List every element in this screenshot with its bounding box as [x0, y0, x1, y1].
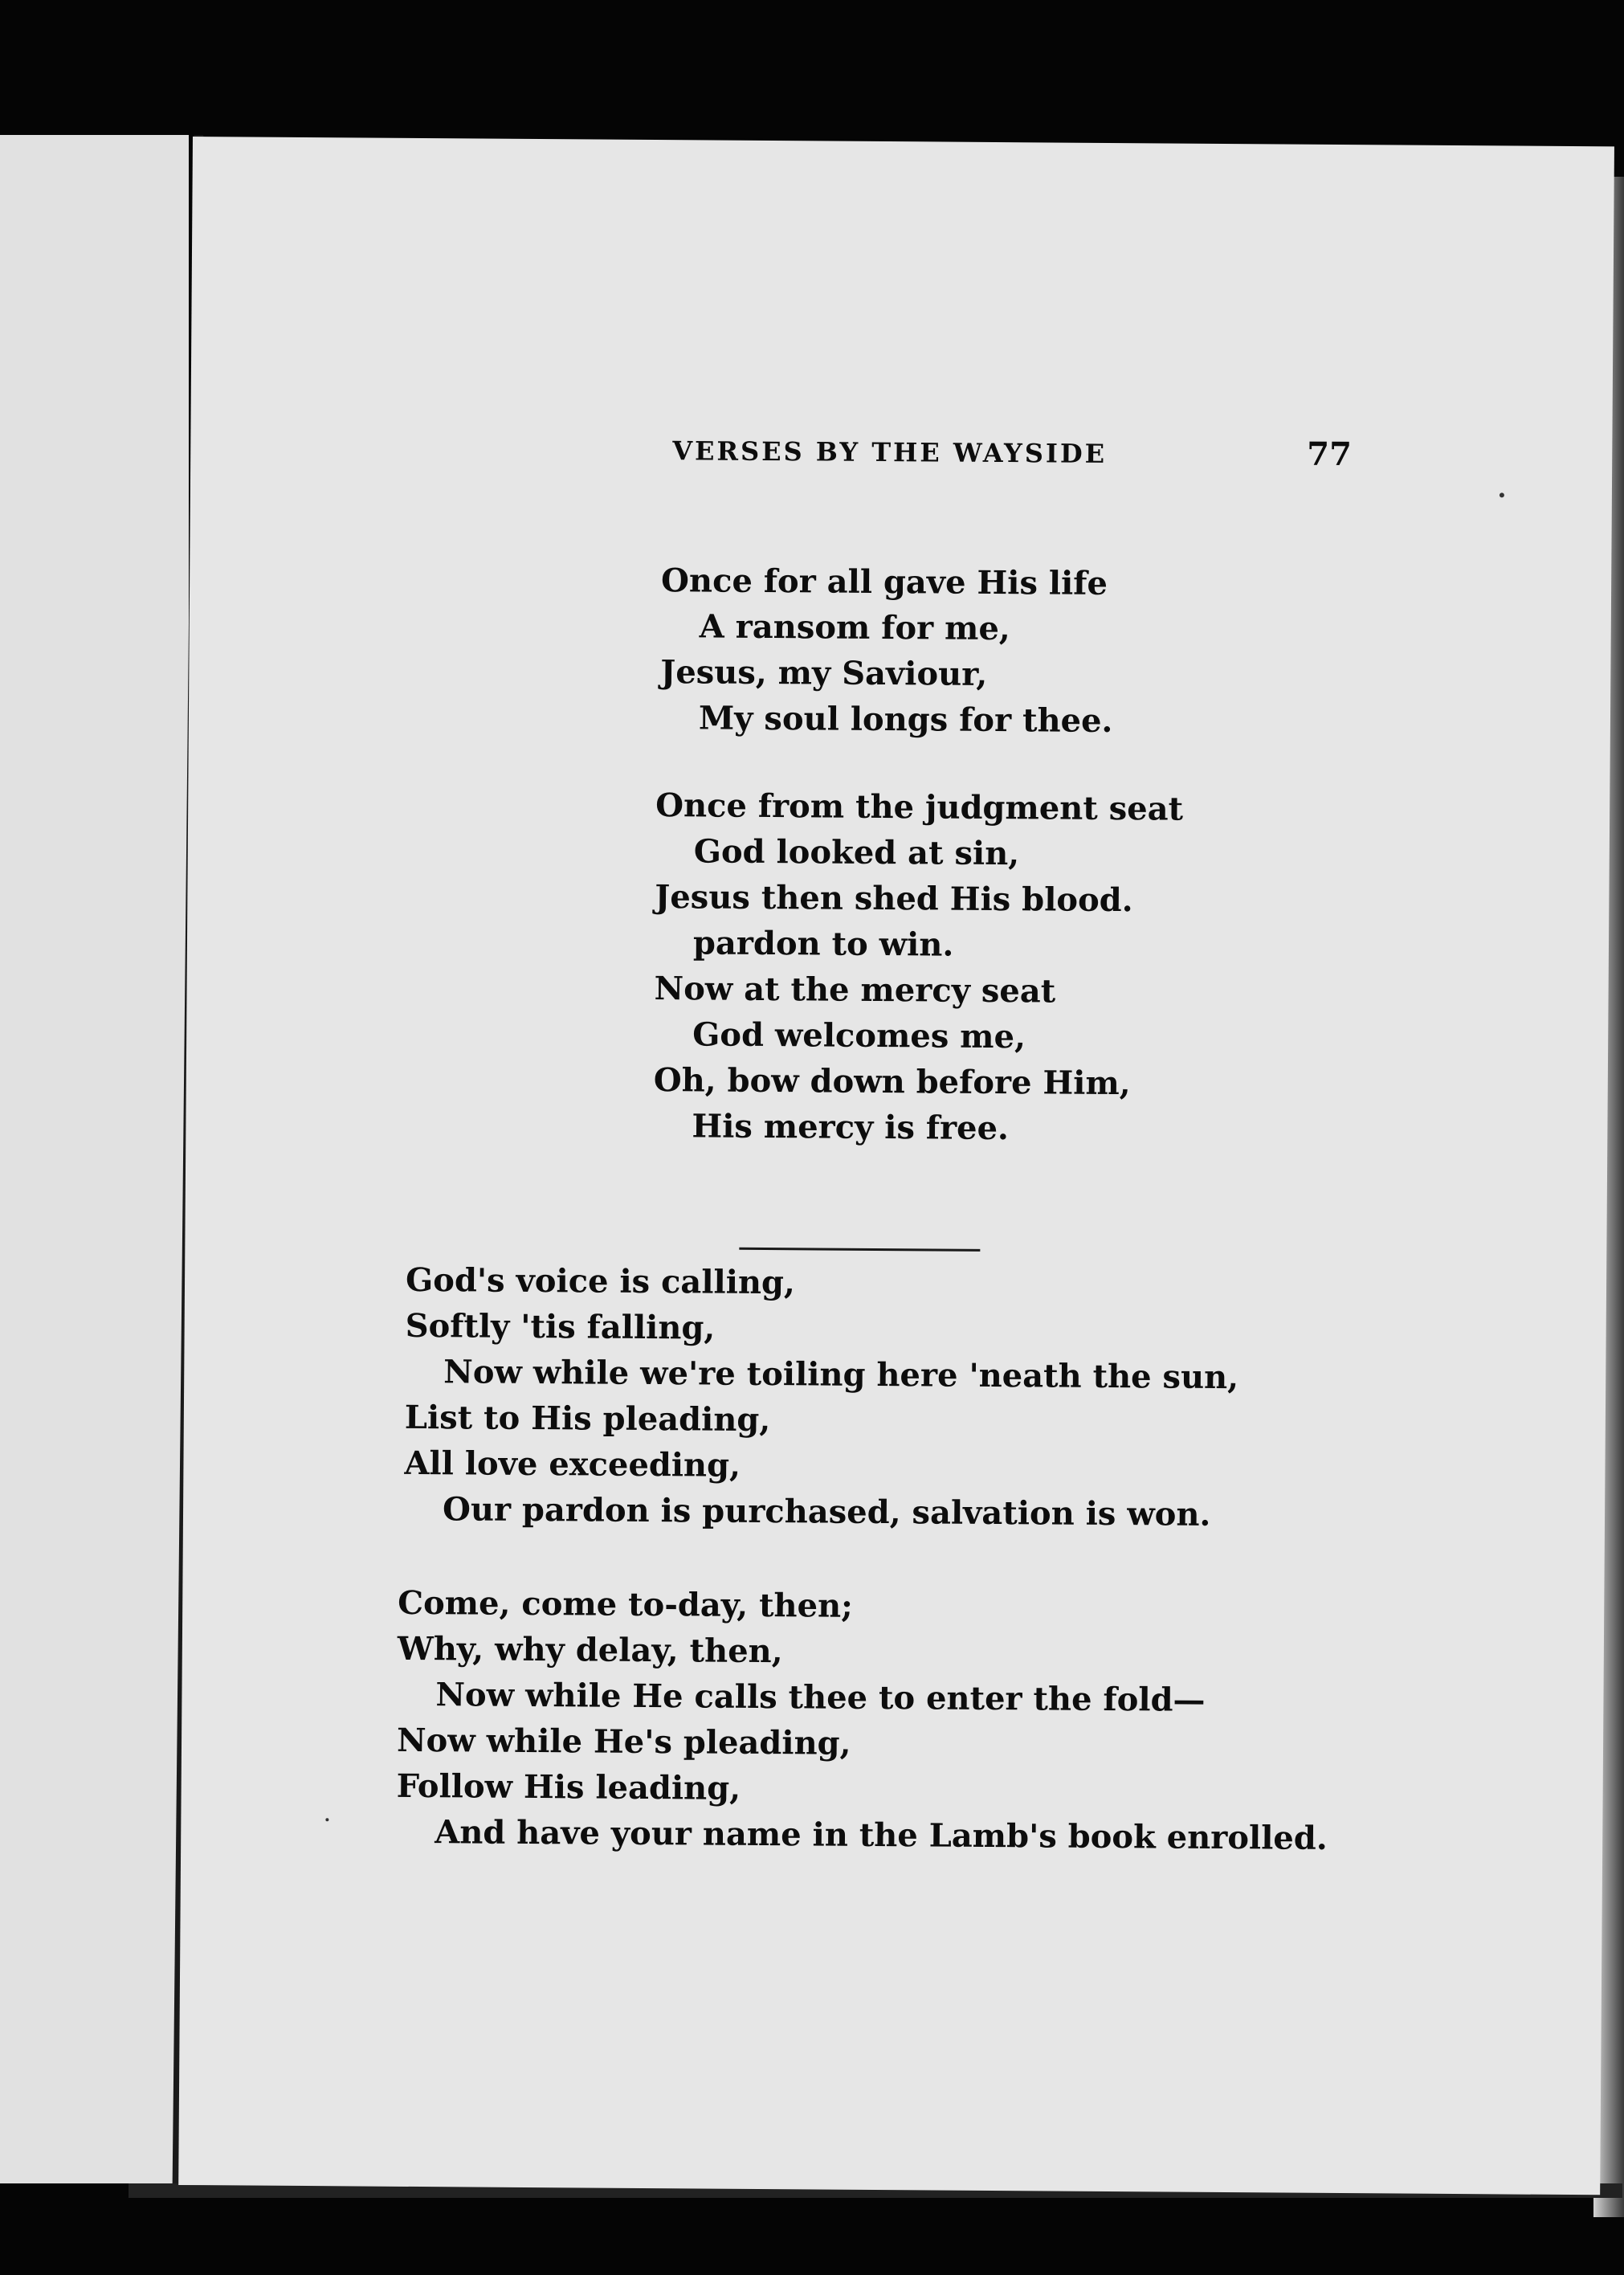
section-divider: [739, 1248, 980, 1252]
page-number: 77: [1307, 435, 1353, 474]
verse-line: And have your name in the Lamb's book enrolled.: [435, 1813, 1328, 1857]
left-page-edge: [0, 135, 189, 2183]
verse-line: List to His pleading,: [404, 1398, 771, 1440]
verse-line: Now while He calls thee to enter the fold—: [435, 1676, 1206, 1719]
verse-line: God's voice is calling,: [405, 1260, 796, 1302]
verse-line: Jesus then shed His blood.: [655, 878, 1133, 920]
verse-line: Oh, bow down before Him,: [653, 1061, 1131, 1103]
verse-line: Now while we're toiling here 'neath the sun,: [443, 1353, 1239, 1397]
paper-speck: [1500, 492, 1504, 497]
paper-speck: [325, 1818, 328, 1821]
stanza-3: [404, 1257, 1239, 1538]
verse-line: Once for all gave His life: [660, 562, 1108, 602]
verse-line: pardon to win.: [692, 924, 954, 964]
verse-line: A ransom for me,: [699, 607, 1010, 648]
verse-line: Why, why delay, then,: [397, 1629, 783, 1671]
running-head: VERSES BY THE WAYSIDE: [672, 435, 1108, 469]
verse-line: Once from the judgment seat: [655, 786, 1184, 828]
verse-line: God welcomes me,: [692, 1015, 1026, 1056]
verse-line: Jesus, my Saviour,: [660, 653, 988, 693]
verse-line: Come, come to-day, then;: [398, 1583, 854, 1625]
verse-line: God looked at sin,: [693, 832, 1020, 873]
verse-line: Now while He's pleading,: [396, 1721, 851, 1762]
verse-line: Follow His leading,: [396, 1766, 741, 1807]
stanza-2: [653, 782, 1183, 1153]
verse-line: My soul longs for thee.: [698, 699, 1113, 741]
verse-line: Our pardon is purchased, salvation is won.: [442, 1490, 1211, 1534]
verse-line: Softly 'tis falling,: [405, 1306, 716, 1347]
verse-line: Now at the mercy seat: [654, 970, 1056, 1011]
verse-line: His mercy is free.: [692, 1107, 1010, 1148]
verse-line: All love exceeding,: [404, 1444, 741, 1485]
stanza-4: [396, 1580, 1329, 1861]
right-page: [178, 137, 1614, 2195]
page-content: [178, 137, 1614, 2195]
stanza-1: [660, 558, 1114, 744]
